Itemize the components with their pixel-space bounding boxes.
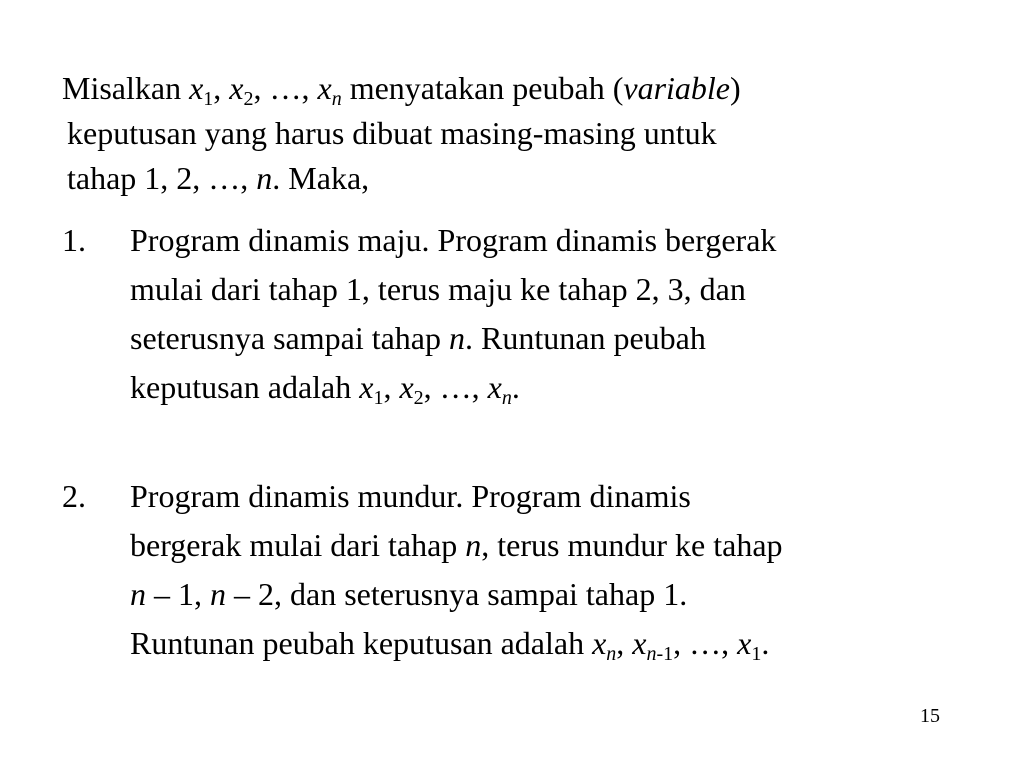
subscript-suffix: -1 — [656, 643, 674, 665]
subscript-1: 1 — [373, 387, 384, 409]
intro-text: . Maka, — [272, 160, 370, 196]
intro-line-3 — [62, 156, 962, 201]
text-segment: – 1, — [146, 576, 210, 612]
var-x: x — [487, 369, 502, 405]
intro-text: ) — [730, 70, 741, 106]
ellipsis-separator: , …, — [423, 369, 488, 405]
separator: , — [213, 70, 230, 106]
intro-text: menyatakan peubah ( — [341, 70, 624, 106]
subscript-2: 2 — [243, 88, 254, 110]
text-segment: Runtunan peubah keputusan adalah — [130, 625, 593, 661]
var-x: x — [229, 70, 244, 106]
text-line — [130, 363, 980, 412]
text-line — [130, 314, 980, 363]
var-x: x — [592, 625, 607, 661]
subscript-n: n — [606, 643, 617, 665]
text-segment: – 2, dan seterusnya sampai tahap 1. — [226, 576, 688, 612]
text-segment: seterusnya sampai tahap — [130, 320, 449, 356]
var-x: x — [737, 625, 752, 661]
list-item-text — [130, 472, 980, 668]
intro-line-1 — [62, 66, 962, 111]
text-line: Program dinamis maju. Program dinamis bergerak — [130, 222, 777, 258]
list-number: 1. — [62, 222, 86, 258]
separator: , — [383, 369, 400, 405]
text-line: Program dinamis mundur. Program dinamis — [130, 478, 691, 514]
var-x: x — [359, 369, 374, 405]
subscript-2: 2 — [413, 387, 424, 409]
text-segment: bergerak mulai dari tahap — [130, 527, 466, 563]
subscript-1: 1 — [751, 643, 762, 665]
text-segment: keputusan adalah — [130, 369, 360, 405]
intro-paragraph — [62, 66, 962, 201]
intro-line-2: keputusan yang harus dibuat masing-masing untuk — [67, 115, 717, 151]
text-line — [130, 521, 980, 570]
text-segment: , terus mundur ke tahap — [481, 527, 783, 563]
var-x: x — [399, 369, 414, 405]
var-x: x — [632, 625, 647, 661]
var-n: n — [256, 160, 273, 196]
intro-text: tahap 1, 2, …, — [67, 160, 257, 196]
subscript-n: n — [501, 387, 512, 409]
term-variable: variable — [623, 70, 730, 106]
separator: , — [616, 625, 633, 661]
subscript-n: n — [331, 88, 342, 110]
text-segment: . — [761, 625, 770, 661]
var-n: n — [210, 576, 226, 612]
list-item-text — [130, 216, 980, 412]
var-x: x — [317, 70, 332, 106]
intro-text: Misalkan — [62, 70, 190, 106]
list-number: 2. — [62, 478, 86, 514]
var-x: x — [189, 70, 204, 106]
text-segment: . Runtunan peubah — [465, 320, 706, 356]
var-n: n — [465, 527, 482, 563]
var-n: n — [449, 320, 465, 356]
subscript-1: 1 — [203, 88, 214, 110]
text-line: mulai dari tahap 1, terus maju ke tahap 2, 3, dan — [130, 271, 746, 307]
page-number: 15 — [920, 705, 940, 727]
text-line — [130, 570, 980, 619]
ellipsis-separator: , …, — [673, 625, 738, 661]
text-line — [130, 619, 980, 668]
subscript-n: n — [646, 643, 657, 665]
ellipsis-separator: , …, — [253, 70, 318, 106]
text-segment: . — [511, 369, 520, 405]
var-n: n — [130, 576, 146, 612]
